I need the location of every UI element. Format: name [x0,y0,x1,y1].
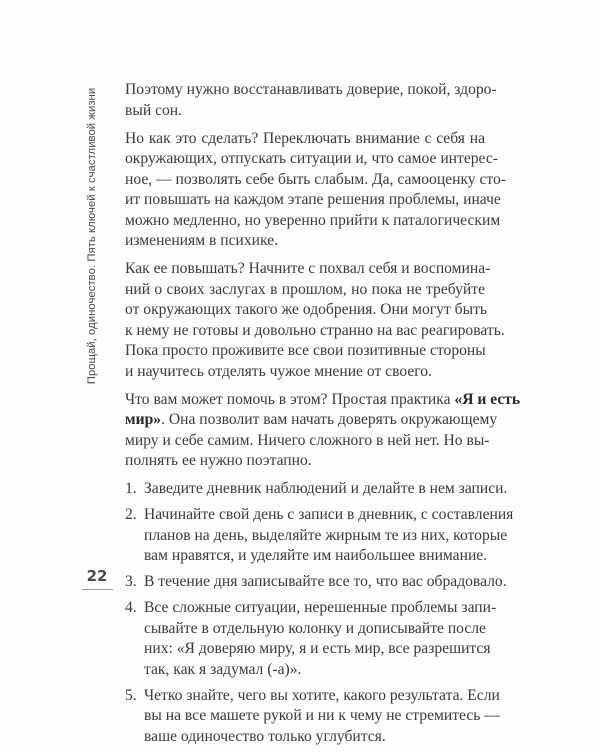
page-number: 22 [86,567,108,585]
list-item [125,686,500,748]
practice-name-bold: «Я и есть [454,390,521,408]
text-line: ний о своих заслугах в прошлом, но пока не требуйте [125,280,485,298]
text-line: вый сон. [125,101,183,119]
text-line [125,410,498,431]
text-line: от окружающих такого же одобрения. Они могут быть [125,301,487,318]
text-line: ное, — позволять себе быть слабым. Да, самооценку сто- [125,170,507,188]
running-head: Прощай, одиночество. Пять ключей к счастливой жизни [86,87,98,385]
text-line: к нему не готовы и довольно странно на вас реагировать. [125,321,505,339]
text-line: Как ее повышать? Начните с похвал себя и воспомина- [125,260,491,277]
paragraph-4 [125,390,521,472]
list-item [125,572,507,593]
text-line: В течение дня записывайте все то, что вас обрадовало. [144,573,507,590]
list-item [125,479,508,500]
list-number: 5. [125,686,137,704]
text-line: миру и себе самим. Ничего сложного в ней нет. Но вы- [125,431,490,449]
list-item [125,598,497,680]
text-line: сывайте в отдельную колонку и дописывайте после [144,619,486,637]
text-line: них: «Я доверяю миру, я и есть мир, все разрешится [144,640,491,657]
text-run: . Она позволит вам начать доверять окружающему [161,411,498,428]
steps-list [125,479,514,747]
text-run: Что вам может помочь в этом? Простая практика [125,390,455,408]
text-line: так, как я задумал (-а)». [144,660,302,678]
text-line [125,390,521,411]
text-line: ваше одиночество только углубится. [144,727,386,745]
text-line: вам нравятся, и уделяйте им наибольшее внимание. [144,547,488,564]
text-line: Пока просто проживите все свои позитивные стороны [125,342,486,359]
text-line: изменениям в психике. [125,232,278,249]
list-number: 2. [125,506,137,523]
paragraph-2 [125,129,507,252]
text-line: и научитесь отделять чужое мнение от своего. [125,362,432,380]
text-line: вы на все машете рукой и ни к чему не стремитесь — [144,707,500,724]
list-number: 4. [125,599,137,616]
paragraph-1 [125,80,497,121]
text-line: Начинайте свой день с записи в дневник, с составления [144,506,514,523]
paragraph-3 [125,259,505,382]
practice-name-bold: мир» [125,411,162,428]
text-line: Заведите дневник наблюдений и делайте в нем записи. [144,480,508,497]
text-line: окружающих, отпускать ситуации и, что самое интерес- [125,150,498,167]
text-line: можно медленно, но уверенно прийти к паталогическим [125,211,501,229]
text-line: Но как это сделать? Переключать внимание с себя на [125,129,485,147]
text-line: полнять ее нужно поэтапно. [125,452,312,469]
text-line: Все сложные ситуации, нерешенные проблемы запи- [144,599,497,616]
text-line: Поэтому нужно восстанавливать доверие, покой, здоро- [125,81,497,98]
list-number: 1. [125,480,137,497]
list-number: 3. [125,573,137,590]
text-line: планов на день, выделяйте жирным те из них, которые [144,526,508,544]
text-line: Четко знайте, чего вы хотите, какого результата. Если [144,686,500,704]
page-number-rule [82,589,113,590]
list-item [125,505,514,567]
text-line: ит повышать на каждом этапе решения проблемы, иначе [125,191,501,208]
body-text [125,80,521,753]
